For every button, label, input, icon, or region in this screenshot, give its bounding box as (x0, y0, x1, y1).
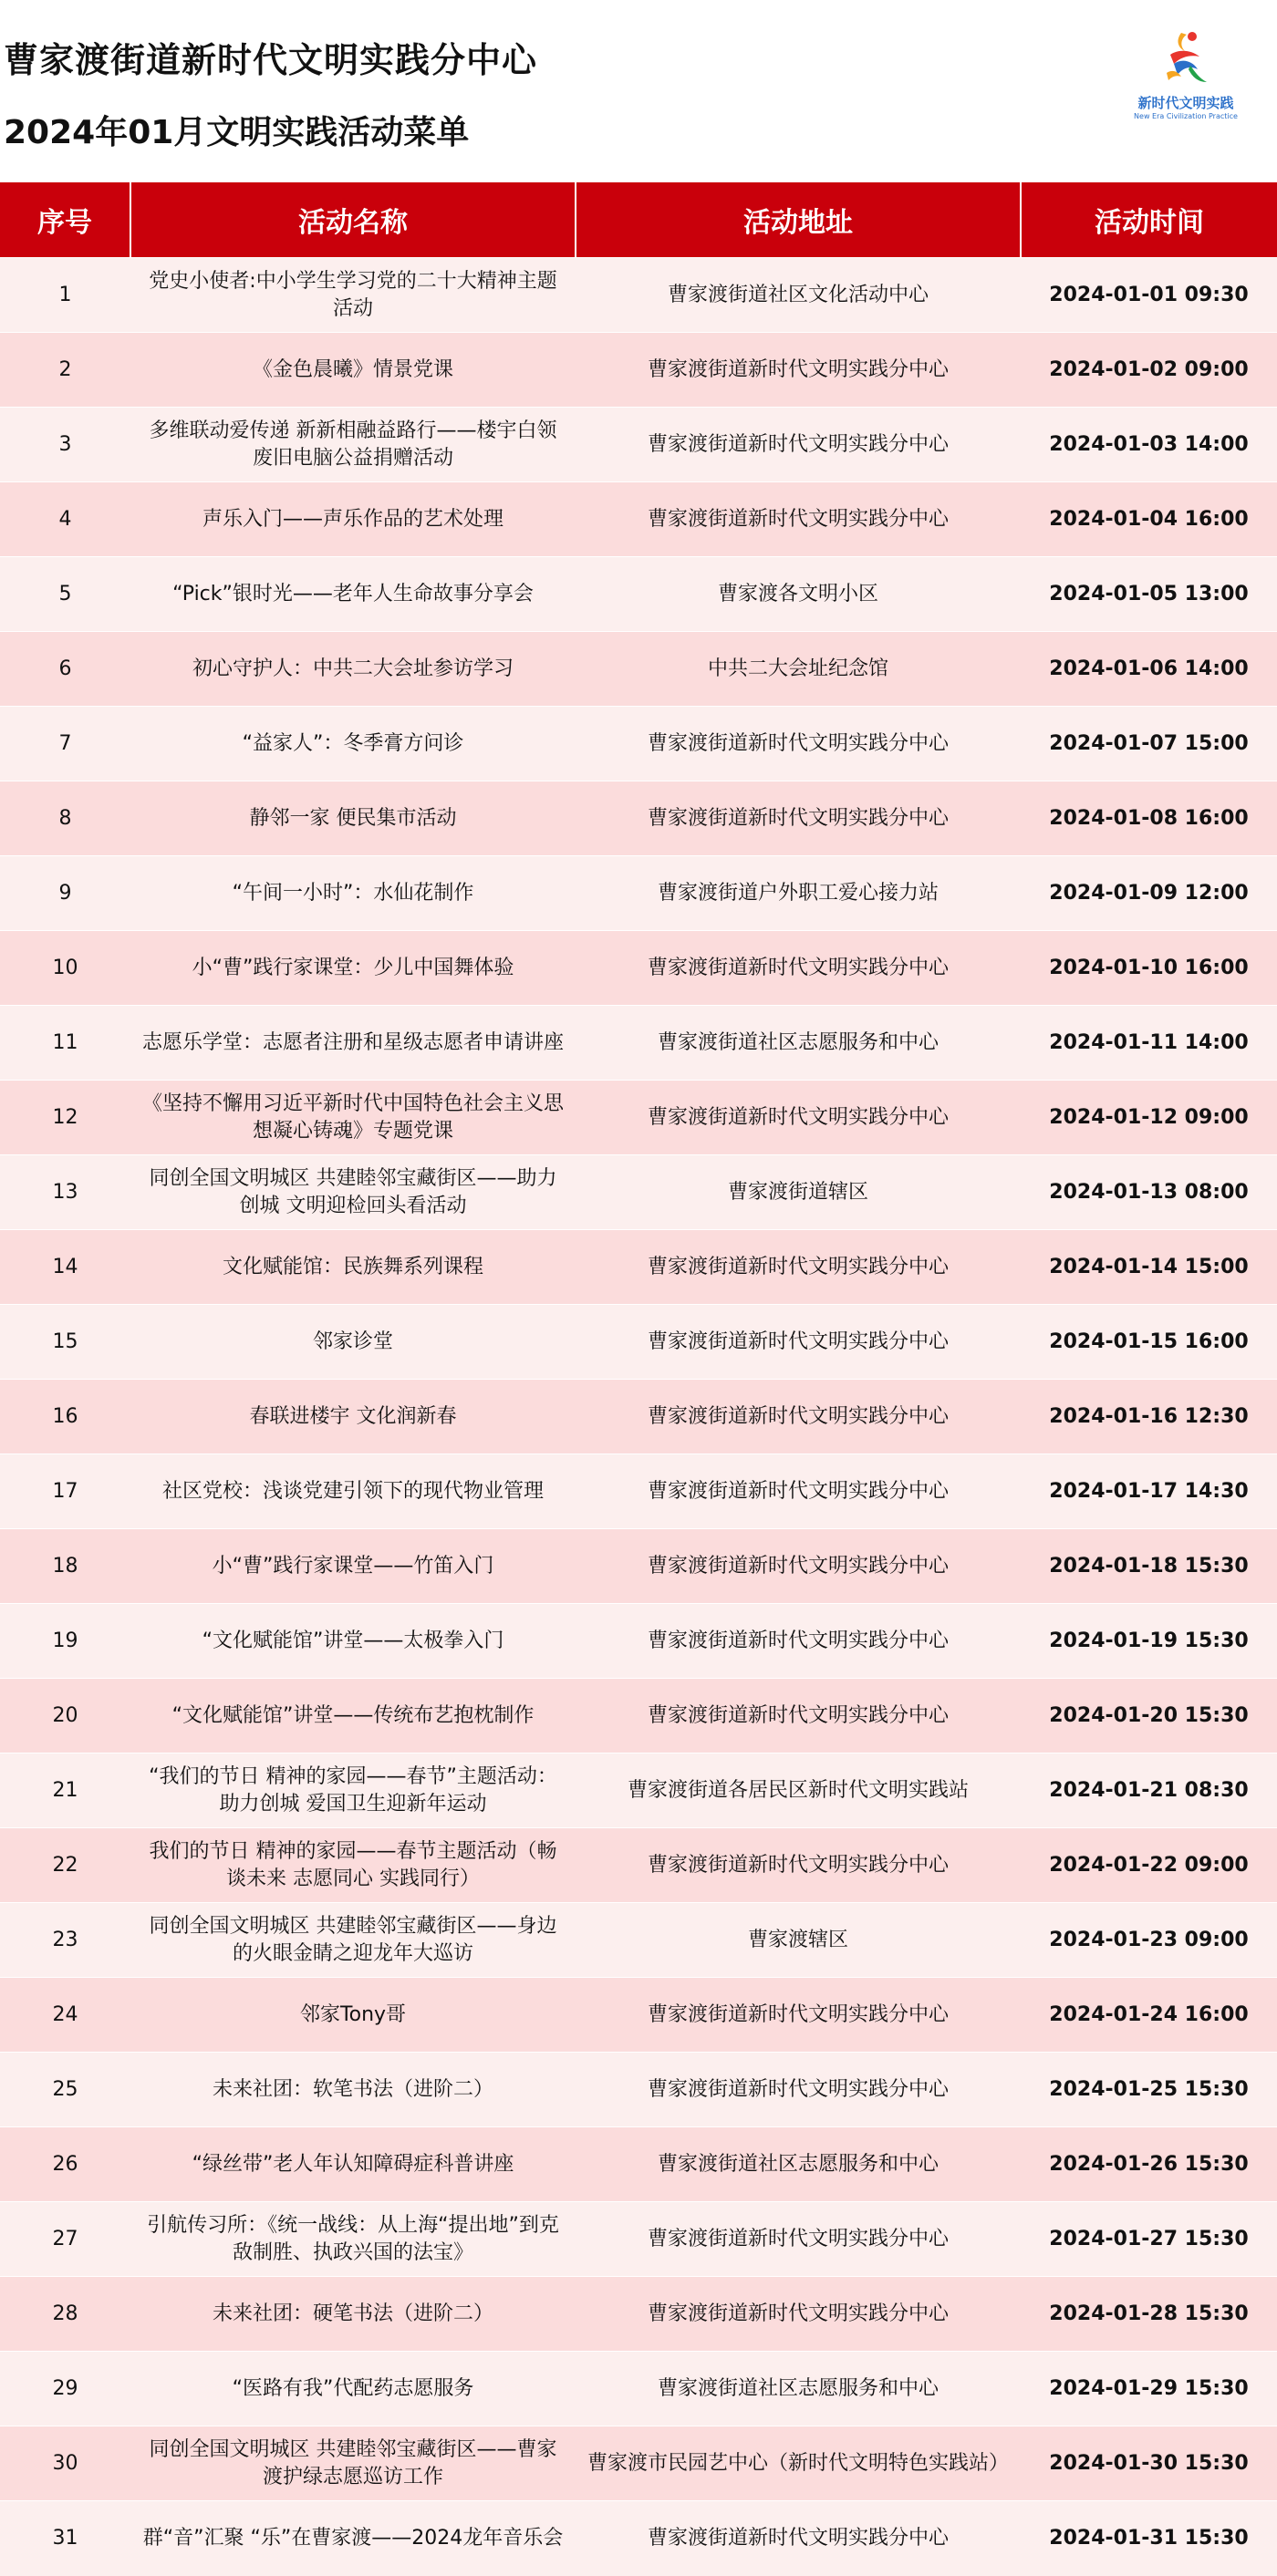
cell-name: 未来社团：硬笔书法（进阶二） (130, 2277, 576, 2352)
table-row (0, 1903, 1277, 1978)
cell-address: 曹家渡街道新时代文明实践分中心 (576, 1604, 1021, 1679)
cell-name: “益家人”：冬季膏方问诊 (130, 707, 576, 781)
cell-time: 2024-01-19 15:30 (1021, 1604, 1277, 1679)
table-body (0, 258, 1277, 2576)
table-row (0, 1380, 1277, 1454)
table-row (0, 781, 1277, 856)
table-row (0, 931, 1277, 1006)
table-row (0, 1604, 1277, 1679)
table-row (0, 2426, 1277, 2501)
cell-no: 12 (0, 1081, 130, 1155)
cell-address: 曹家渡街道新时代文明实践分中心 (576, 1081, 1021, 1155)
cell-time: 2024-01-30 15:30 (1021, 2426, 1277, 2501)
civilization-logo (1131, 27, 1241, 137)
cell-address: 中共二大会址纪念馆 (576, 632, 1021, 707)
cell-name: 声乐入门——声乐作品的艺术处理 (130, 482, 576, 557)
table-row (0, 2277, 1277, 2352)
cell-no: 24 (0, 1978, 130, 2053)
cell-address: 曹家渡街道新时代文明实践分中心 (576, 2202, 1021, 2277)
cell-no: 4 (0, 482, 130, 557)
logo-subtext: New Era Civilization Practice (1134, 112, 1238, 120)
cell-time: 2024-01-13 08:00 (1021, 1155, 1277, 1230)
cell-name: 《金色晨曦》情景党课 (130, 333, 576, 408)
cell-name: 小“曹”践行家课堂：少儿中国舞体验 (130, 931, 576, 1006)
cell-time: 2024-01-27 15:30 (1021, 2202, 1277, 2277)
header-address: 活动地址 (576, 182, 1021, 258)
cell-no: 23 (0, 1903, 130, 1978)
cell-name: 同创全国文明城区 共建睦邻宝藏街区——助力创城 文明迎检回头看活动 (130, 1155, 576, 1230)
cell-name: 党史小使者:中小学生学习党的二十大精神主题活动 (130, 258, 576, 333)
cell-no: 17 (0, 1454, 130, 1529)
cell-time: 2024-01-18 15:30 (1021, 1529, 1277, 1604)
cell-name: 未来社团：软笔书法（进阶二） (130, 2053, 576, 2127)
header-time: 活动时间 (1021, 182, 1277, 258)
table-row (0, 1754, 1277, 1828)
cell-name: 同创全国文明城区 共建睦邻宝藏街区——曹家渡护绿志愿巡访工作 (130, 2426, 576, 2501)
cell-no: 8 (0, 781, 130, 856)
cell-address: 曹家渡街道新时代文明实践分中心 (576, 1454, 1021, 1529)
cell-address: 曹家渡街道新时代文明实践分中心 (576, 2277, 1021, 2352)
cell-no: 10 (0, 931, 130, 1006)
cell-name: “我们的节日 精神的家园——春节”主题活动：助力创城 爱国卫生迎新年运动 (130, 1754, 576, 1828)
cell-address: 曹家渡街道户外职工爱心接力站 (576, 856, 1021, 931)
activity-table (0, 182, 1277, 2576)
cell-time: 2024-01-22 09:00 (1021, 1828, 1277, 1903)
cell-time: 2024-01-21 08:30 (1021, 1754, 1277, 1828)
page-title: 曹家渡街道新时代文明实践分中心 (4, 40, 538, 80)
cell-name: 文化赋能馆：民族舞系列课程 (130, 1230, 576, 1305)
cell-name: 社区党校：浅谈党建引领下的现代物业管理 (130, 1454, 576, 1529)
cell-time: 2024-01-23 09:00 (1021, 1903, 1277, 1978)
cell-time: 2024-01-03 14:00 (1021, 408, 1277, 482)
cell-address: 曹家渡市民园艺中心（新时代文明特色实践站） (576, 2426, 1021, 2501)
cell-address: 曹家渡各文明小区 (576, 557, 1021, 632)
cell-name: “Pick”银时光——老年人生命故事分享会 (130, 557, 576, 632)
cell-no: 25 (0, 2053, 130, 2127)
cell-no: 11 (0, 1006, 130, 1081)
table-row (0, 1454, 1277, 1529)
cell-address: 曹家渡街道辖区 (576, 1155, 1021, 1230)
cell-time: 2024-01-12 09:00 (1021, 1081, 1277, 1155)
cell-time: 2024-01-04 16:00 (1021, 482, 1277, 557)
cell-time: 2024-01-01 09:30 (1021, 258, 1277, 333)
table-row (0, 856, 1277, 931)
table-row (0, 1006, 1277, 1081)
table-row (0, 1305, 1277, 1380)
cell-address: 曹家渡街道新时代文明实践分中心 (576, 1529, 1021, 1604)
table-row (0, 2127, 1277, 2202)
cell-no: 9 (0, 856, 130, 931)
cell-time: 2024-01-06 14:00 (1021, 632, 1277, 707)
cell-no: 27 (0, 2202, 130, 2277)
cell-name: 邻家诊堂 (130, 1305, 576, 1380)
table-row (0, 1230, 1277, 1305)
cell-name: 小“曹”践行家课堂——竹笛入门 (130, 1529, 576, 1604)
cell-address: 曹家渡街道社区志愿服务和中心 (576, 2352, 1021, 2426)
cell-time: 2024-01-16 12:30 (1021, 1380, 1277, 1454)
table-row (0, 408, 1277, 482)
cell-address: 曹家渡街道社区志愿服务和中心 (576, 1006, 1021, 1081)
table-row (0, 1679, 1277, 1754)
table-header-row (0, 182, 1277, 258)
cell-name: 《坚持不懈用习近平新时代中国特色社会主义思想凝心铸魂》专题党课 (130, 1081, 576, 1155)
cell-name: 同创全国文明城区 共建睦邻宝藏街区——身边的火眼金睛之迎龙年大巡访 (130, 1903, 576, 1978)
cell-address: 曹家渡街道新时代文明实践分中心 (576, 1978, 1021, 2053)
cell-time: 2024-01-26 15:30 (1021, 2127, 1277, 2202)
cell-address: 曹家渡街道新时代文明实践分中心 (576, 1305, 1021, 1380)
cell-address: 曹家渡街道新时代文明实践分中心 (576, 2053, 1021, 2127)
cell-address: 曹家渡街道新时代文明实践分中心 (576, 1679, 1021, 1754)
cell-time: 2024-01-31 15:30 (1021, 2501, 1277, 2576)
cell-time: 2024-01-09 12:00 (1021, 856, 1277, 931)
cell-no: 15 (0, 1305, 130, 1380)
cell-name: 春联进楼宇 文化润新春 (130, 1380, 576, 1454)
cell-name: 邻家Tony哥 (130, 1978, 576, 2053)
cell-address: 曹家渡街道社区志愿服务和中心 (576, 2127, 1021, 2202)
table-row (0, 1155, 1277, 1230)
cell-address: 曹家渡街道新时代文明实践分中心 (576, 482, 1021, 557)
header-name: 活动名称 (130, 182, 576, 258)
cell-time: 2024-01-28 15:30 (1021, 2277, 1277, 2352)
cell-time: 2024-01-14 15:00 (1021, 1230, 1277, 1305)
table-row (0, 1828, 1277, 1903)
cell-no: 28 (0, 2277, 130, 2352)
cell-name: 引航传习所：《统一战线：从上海“提出地”到克敌制胜、执政兴国的法宝》 (130, 2202, 576, 2277)
cell-name: “文化赋能馆”讲堂——太极拳入门 (130, 1604, 576, 1679)
cell-name: “医路有我”代配药志愿服务 (130, 2352, 576, 2426)
cell-address: 曹家渡街道新时代文明实践分中心 (576, 1380, 1021, 1454)
cell-address: 曹家渡街道新时代文明实践分中心 (576, 1828, 1021, 1903)
cell-address: 曹家渡街道新时代文明实践分中心 (576, 707, 1021, 781)
cell-time: 2024-01-10 16:00 (1021, 931, 1277, 1006)
table-row (0, 258, 1277, 333)
cell-time: 2024-01-08 16:00 (1021, 781, 1277, 856)
cell-name: “午间一小时”：水仙花制作 (130, 856, 576, 931)
header-no: 序号 (0, 182, 130, 258)
cell-no: 20 (0, 1679, 130, 1754)
cell-name: 我们的节日 精神的家园——春节主题活动（畅谈未来 志愿同心 实践同行） (130, 1828, 576, 1903)
cell-no: 21 (0, 1754, 130, 1828)
cell-address: 曹家渡街道新时代文明实践分中心 (576, 333, 1021, 408)
cell-no: 5 (0, 557, 130, 632)
cell-name: 多维联动爱传递 新新相融益路行——楼宇白领废旧电脑公益捐赠活动 (130, 408, 576, 482)
table-row (0, 482, 1277, 557)
cell-no: 1 (0, 258, 130, 333)
cell-time: 2024-01-25 15:30 (1021, 2053, 1277, 2127)
cell-address: 曹家渡街道新时代文明实践分中心 (576, 2501, 1021, 2576)
table-row (0, 2053, 1277, 2127)
cell-no: 18 (0, 1529, 130, 1604)
cell-name: 群“音”汇聚 “乐”在曹家渡——2024龙年音乐会 (130, 2501, 576, 2576)
cell-no: 13 (0, 1155, 130, 1230)
cell-no: 31 (0, 2501, 130, 2576)
cell-no: 14 (0, 1230, 130, 1305)
cell-address: 曹家渡街道社区文化活动中心 (576, 258, 1021, 333)
table-row (0, 2352, 1277, 2426)
table-row (0, 2202, 1277, 2277)
cell-time: 2024-01-15 16:00 (1021, 1305, 1277, 1380)
cell-time: 2024-01-07 15:00 (1021, 707, 1277, 781)
cell-no: 30 (0, 2426, 130, 2501)
cell-time: 2024-01-24 16:00 (1021, 1978, 1277, 2053)
cell-no: 16 (0, 1380, 130, 1454)
cell-no: 19 (0, 1604, 130, 1679)
cell-name: 初心守护人：中共二大会址参访学习 (130, 632, 576, 707)
table-row (0, 1978, 1277, 2053)
cell-no: 6 (0, 632, 130, 707)
cell-no: 2 (0, 333, 130, 408)
table-row (0, 707, 1277, 781)
cell-address: 曹家渡街道新时代文明实践分中心 (576, 408, 1021, 482)
cell-address: 曹家渡辖区 (576, 1903, 1021, 1978)
cell-no: 7 (0, 707, 130, 781)
cell-time: 2024-01-17 14:30 (1021, 1454, 1277, 1529)
cell-time: 2024-01-02 09:00 (1021, 333, 1277, 408)
cell-name: “文化赋能馆”讲堂——传统布艺抱枕制作 (130, 1679, 576, 1754)
cell-name: 志愿乐学堂：志愿者注册和星级志愿者申请讲座 (130, 1006, 576, 1081)
cell-no: 26 (0, 2127, 130, 2202)
cell-no: 29 (0, 2352, 130, 2426)
logo-text: 新时代文明实践 (1137, 95, 1234, 111)
cell-time: 2024-01-05 13:00 (1021, 557, 1277, 632)
page-header (0, 0, 1277, 182)
cell-no: 22 (0, 1828, 130, 1903)
table-row (0, 1529, 1277, 1604)
cell-name: 静邻一家 便民集市活动 (130, 781, 576, 856)
table-row (0, 2501, 1277, 2576)
table-row (0, 1081, 1277, 1155)
cell-address: 曹家渡街道新时代文明实践分中心 (576, 931, 1021, 1006)
cell-address: 曹家渡街道新时代文明实践分中心 (576, 1230, 1021, 1305)
cell-address: 曹家渡街道各居民区新时代文明实践站 (576, 1754, 1021, 1828)
cell-name: “绿丝带”老人年认知障碍症科普讲座 (130, 2127, 576, 2202)
cell-no: 3 (0, 408, 130, 482)
cell-address: 曹家渡街道新时代文明实践分中心 (576, 781, 1021, 856)
table-row (0, 632, 1277, 707)
table-row (0, 333, 1277, 408)
civilization-logo-icon (1154, 27, 1218, 91)
cell-time: 2024-01-11 14:00 (1021, 1006, 1277, 1081)
cell-time: 2024-01-29 15:30 (1021, 2352, 1277, 2426)
page-subtitle: 2024年01月文明实践活动菜单 (4, 114, 470, 151)
cell-time: 2024-01-20 15:30 (1021, 1679, 1277, 1754)
table-row (0, 557, 1277, 632)
